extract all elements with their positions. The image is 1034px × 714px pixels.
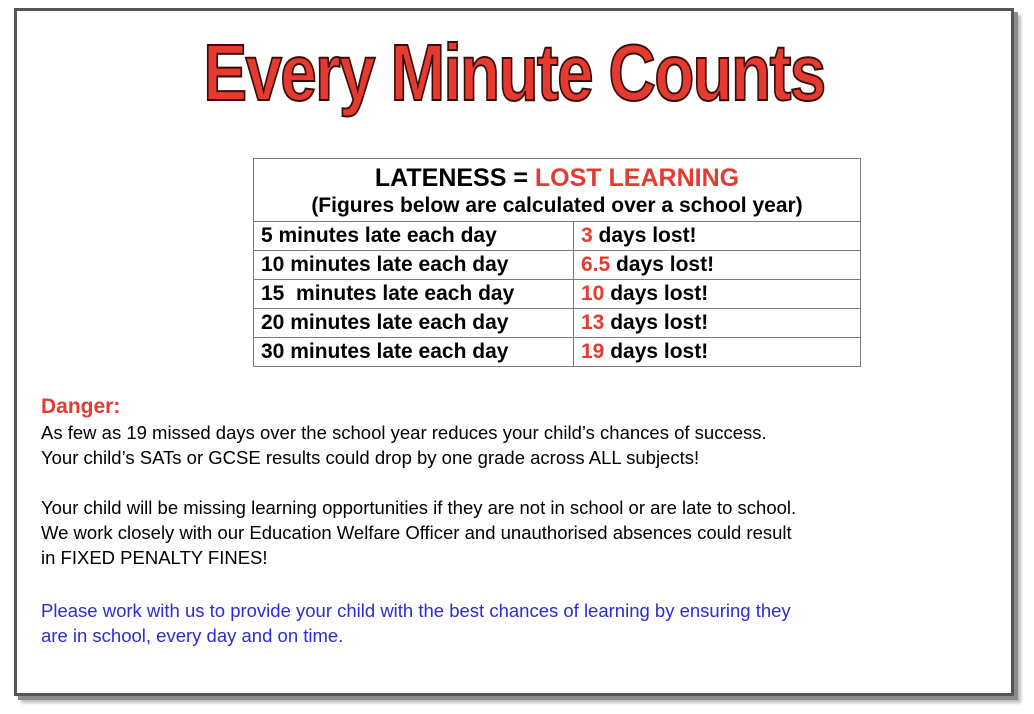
paragraph-line: in FIXED PENALTY FINES! (41, 547, 268, 568)
appeal-paragraph (41, 598, 991, 648)
table-header-row (254, 159, 861, 222)
days-lost-cell (574, 280, 861, 309)
days-lost-suffix: days lost! (604, 340, 709, 363)
days-lost-value: 3 (581, 224, 593, 247)
paragraph-line: We work closely with our Education Welfare Officer and unauthorised absences could result (41, 522, 792, 543)
paragraph-line: Your child will be missing learning opportunities if they are not in school or are late to school. (41, 497, 797, 518)
table-row (254, 338, 861, 367)
poster-title: Every Minute Counts (203, 28, 825, 117)
paragraph-line: As few as 19 missed days over the school year reduces your child’s chances of success. (41, 422, 767, 443)
table-row (254, 222, 861, 251)
days-lost-value: 10 (581, 282, 605, 305)
lateness-cell: 5 minutes late each day (254, 222, 574, 251)
days-lost-suffix: days lost! (610, 253, 715, 276)
table-heading-part2: LOST LEARNING (534, 164, 740, 192)
days-lost-suffix: days lost! (592, 224, 697, 247)
days-lost-suffix: days lost! (604, 311, 709, 334)
days-lost-value: 13 (581, 311, 605, 334)
table-row (254, 280, 861, 309)
lateness-cell: 20 minutes late each day (254, 309, 574, 338)
days-lost-value: 19 (581, 340, 605, 363)
days-lost-value: 6.5 (581, 253, 611, 276)
table-row (254, 251, 861, 280)
table-subheading: (Figures below are calculated over a school year) (311, 194, 803, 217)
table-header (254, 159, 861, 222)
days-lost-cell (574, 338, 861, 367)
paragraph-line: Please work with us to provide your child with the best chances of learning by ensuring they (41, 600, 791, 621)
days-lost-cell (574, 222, 861, 251)
table-heading-part1: LATENESS = (374, 164, 535, 192)
danger-label: Danger: (41, 395, 121, 418)
paragraph-line: Your child’s SATs or GCSE results could drop by one grade across ALL subjects! (41, 447, 700, 468)
paragraph-line: are in school, every day and on time. (41, 625, 344, 646)
danger-paragraph (41, 420, 991, 470)
table-heading (261, 163, 853, 193)
days-lost-suffix: days lost! (604, 282, 709, 305)
lateness-cell: 10 minutes late each day (254, 251, 574, 280)
penalty-paragraph (41, 495, 991, 570)
lateness-cell: 15 minutes late each day (254, 280, 574, 309)
days-lost-cell (574, 251, 861, 280)
lateness-table (253, 158, 861, 367)
poster-frame (14, 8, 1014, 696)
lateness-cell: 30 minutes late each day (254, 338, 574, 367)
table-row (254, 309, 861, 338)
days-lost-cell (574, 309, 861, 338)
